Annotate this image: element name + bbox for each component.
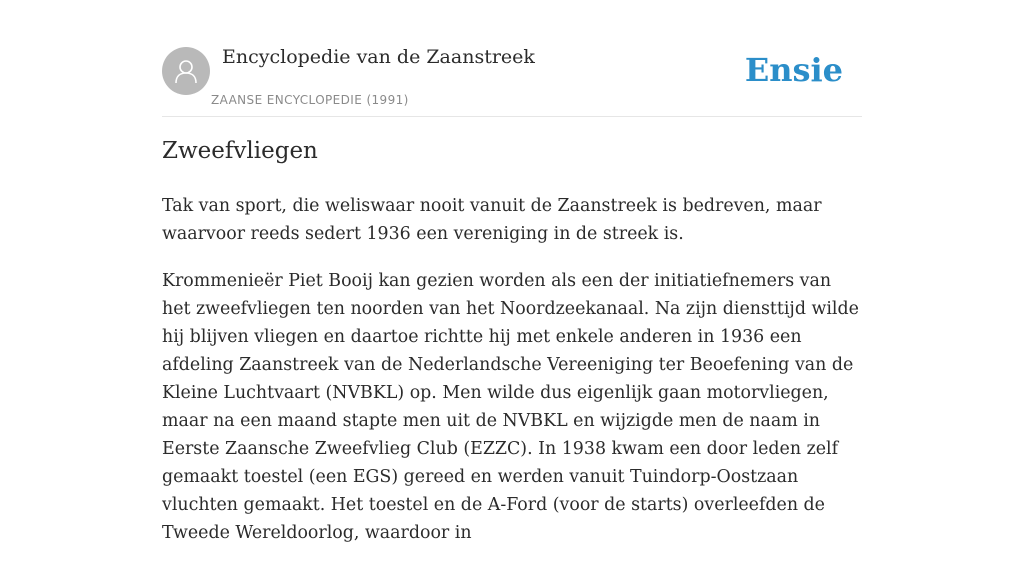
user-icon [171,56,201,86]
avatar[interactable] [162,47,210,95]
site-title-link[interactable]: Encyclopedie van de Zaanstreek [222,46,535,68]
ensie-logo[interactable]: Ensie [744,51,843,89]
article-paragraph: Tak van sport, die weliswaar nooit vanuit de Zaanstreek is bedreven, maar waarvoor reeds sedert 1936 een vereniging in de streek is. [162,196,822,244]
site-subtitle: ZAANSE ENCYCLOPEDIE (1991) [211,93,409,107]
article-body [162,192,862,566]
article-paragraph: Krommenieër Piet Booij kan gezien worden als een der initiatiefnemers van het zweefvliegen ten noorden van het Noordzeekanaal. Na zijn diensttijd wilde hij blijven vliegen en daartoe richtte hij met enkele anderen in 1936 een afdeling Zaanstreek van de Nederlandsche Vereeniging ter Beoefening van de Kleine Luchtvaart (NVBKL) op. Men wilde dus eigenlijk gaan motorvliegen, maar na een maand stapte men uit de NVBKL en wijzigde men de naam in Eerste Zaansche Zweefvlieg Club (EZZC). In 1938 kwam een door leden zelf gemaakt toestel (een EGS) gereed en werden vanuit Tuindorp-Oostzaan vluchten gemaakt. Het toestel en de A-Ford (voor de starts) overleefden de Tweede Wereldoorlog, waardoor in [162,271,859,543]
article-title: Zweefvliegen [162,138,318,164]
encyclopedia-header [162,46,862,117]
